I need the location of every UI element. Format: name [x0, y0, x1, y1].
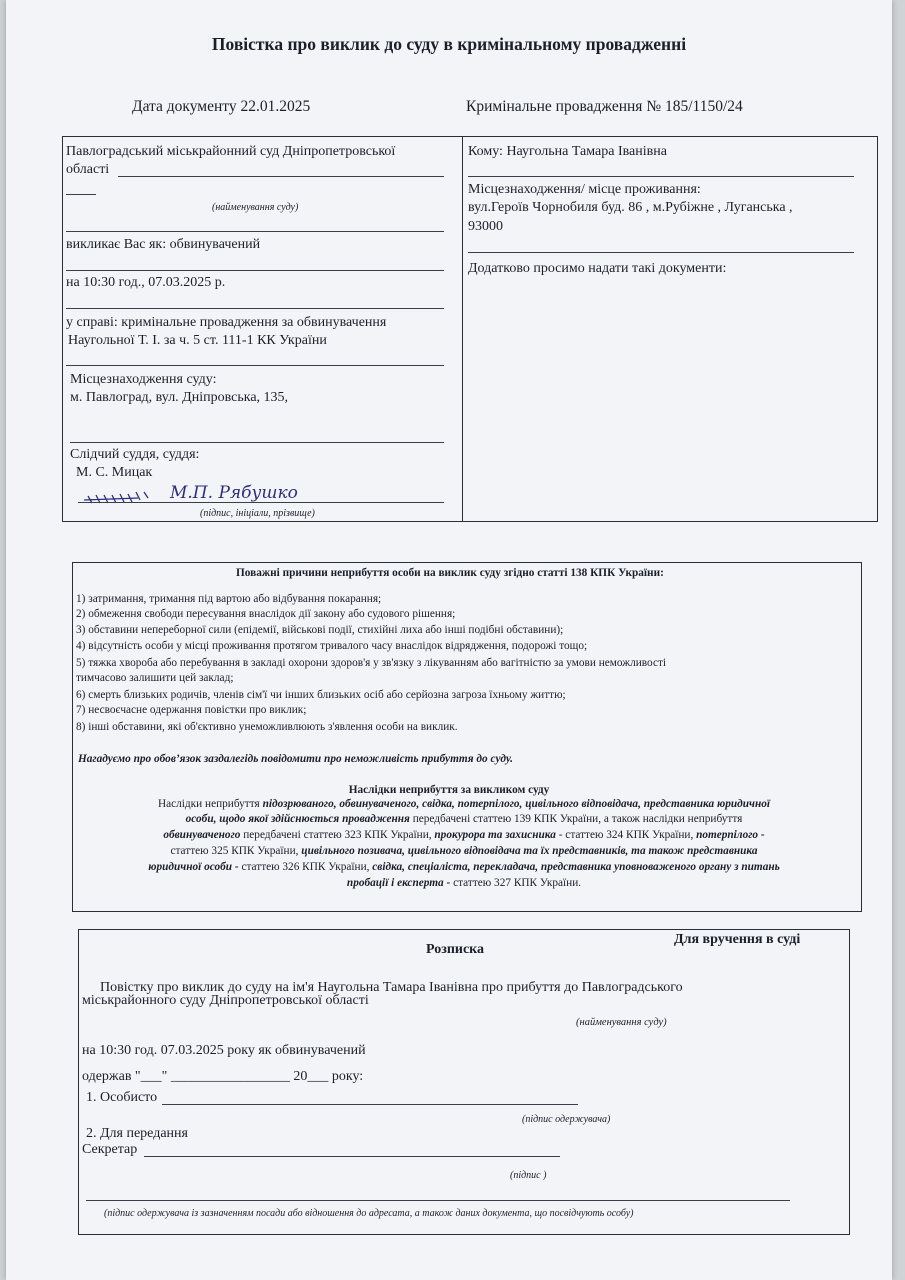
summoned-as-line [66, 270, 444, 271]
receipt-text-line1: Повістку про виклик до суду на ім'я Наугольна Тамара Іванівна про прибуття до Павлоградського [100, 980, 683, 995]
case-number: Кримінальне провадження № 185/1150/24 [466, 98, 743, 115]
address-line1: вул.Героїв Чорнобиля буд. 86 , м.Рубіжне , Луганська , [468, 200, 793, 215]
reason-item: 3) обставини непереборної сили (епідемії, військові події, стихійні лиха або інші подібні обставини); [76, 624, 564, 636]
case-description-line [66, 365, 444, 366]
hearing-time: на 10:30 год., 07.03.2025 р. [66, 275, 226, 290]
consequences-line1: Наслідки неприбуття підозрюваного, обвинуваченого, свідка, потерпілого, цивільного відповідача, представника юридичної [157, 798, 771, 810]
receipt-court-caption: (найменування суду) [576, 1017, 667, 1028]
court-name-underline [118, 176, 444, 177]
case-description-line2: Наугольної Т. І. за ч. 5 ст. 111-1 КК України [68, 333, 327, 348]
reason-item: 1) затримання, тримання під вартою або відбування покарання; [76, 593, 382, 605]
bottom-caption: (підпис одержувача із зазначенням посади або відношення до адресата, а також даних документа, що посвідчують особу) [104, 1208, 634, 1219]
court-name-line1: Павлоградський міськрайонний суд Дніпропетровської [66, 144, 396, 159]
court-name-caption: (найменування суду) [212, 202, 299, 213]
reason-item: 5) тяжка хвороба або перебування в закладі охорони здоров'я у зв'язку з лікуванням або вагітністю за умови неможливості [76, 657, 667, 669]
bottom-signature-line [86, 1200, 790, 1201]
signature-line [78, 502, 444, 503]
receipt-hearing-time: на 10:30 год. 07.03.2025 року як обвинувачений [82, 1043, 366, 1058]
column-divider [462, 136, 463, 522]
reasons-heading: Поважні причини неприбуття особи на виклик суду згідно статті 138 КПК України: [236, 567, 664, 579]
secretary-signature-caption: (підпис ) [510, 1170, 547, 1181]
signature-handwriting: М.П. Рябушко [170, 483, 298, 503]
reason-item: 2) обмеження свободи пересування внаслідок дії закону або судового рішення; [76, 608, 456, 620]
reason-item: 7) несвоєчасне одержання повістки про виклик; [76, 704, 307, 716]
court-location-value: м. Павлоград, вул. Дніпровська, 135, [70, 390, 289, 405]
recipient-name: Кому: Наугольна Тамара Іванівна [468, 144, 667, 159]
consequences-line6: пробації і експерта - статтею 327 КПК України. [346, 877, 582, 889]
recipient-signature-caption: (підпис одержувача) [522, 1114, 611, 1125]
reason-item: тимчасово залишити цей заклад; [76, 672, 234, 684]
summons-page [6, 0, 892, 1280]
summoned-as: викликає Вас як: обвинувачений [66, 237, 261, 252]
document-title: Повістка про виклик до суду в кримінальному провадженні [211, 34, 687, 54]
document-date: Дата документу 22.01.2025 [132, 98, 311, 115]
address-line2: 93000 [468, 219, 503, 234]
consequences-heading: Наслідки неприбуття за викликом суду [348, 784, 550, 796]
judge-name: М. С. Мицак [76, 465, 153, 480]
reason-item: 8) інші обставини, які об'єктивно унеможливлюють з'явлення особи на виклик. [76, 721, 458, 733]
receipt-transfer: 2. Для передання [86, 1126, 188, 1141]
court-name-line2: області [66, 162, 110, 177]
consequences-line4: статтею 325 КПК України, цивільного позивача, цивільного відповідача та їх представників, та також представника [170, 845, 758, 857]
secretary-signature-line [144, 1156, 560, 1157]
additional-documents: Додатково просимо надати такі документи: [468, 261, 727, 276]
signature-caption: (підпис, ініціали, прізвище) [200, 508, 315, 519]
court-location-line [70, 442, 444, 443]
court-caption-line [66, 231, 444, 232]
receipt-secretary: Секретар [82, 1142, 138, 1157]
consequences-line5: юридичної особи - статтею 326 КПК України, свідка, спеціаліста, перекладача, представника уповноваженого органу з питань [148, 861, 780, 873]
receipt-text-line2: міськрайонного суду Дніпропетровської області [82, 993, 369, 1008]
hearing-time-line [66, 308, 444, 309]
consequences-line2: особи, щодо якої здійснюється провадження передбачені статтею 139 КПК України, а також наслідки неприбуття [185, 813, 743, 825]
receipt-personally: 1. Особисто [86, 1090, 158, 1105]
reason-item: 4) відсутність особи у місці проживання протягом тривалого часу внаслідок відрядження, подорожі тощо; [76, 640, 588, 652]
address-label: Місцезнаходження/ місце проживання: [468, 182, 701, 197]
recipient-line [468, 176, 854, 177]
address-underline [468, 252, 854, 253]
personally-signature-line [162, 1104, 578, 1105]
consequences-line3: обвинуваченого передбачені статтею 323 КПК України, прокурора та захисника - статтею 324 КПК України, потерпілого - [163, 829, 765, 841]
judge-signature [78, 476, 298, 508]
judge-label: Слідчий суддя, суддя: [70, 447, 200, 462]
notification-reminder: Нагадуємо про обов’язок заздалегідь повідомити про неможливість прибуття до суду. [78, 753, 514, 765]
reason-item: 6) смерть близьких родичів, членів сім'ї чи інших близьких осіб або серйозна загроза їхньому життю; [76, 689, 566, 701]
receipt-received-date: одержав "___" _________________ 20___ року: [82, 1069, 364, 1084]
receipt-title: Розписка [426, 942, 485, 957]
case-description-line1: у справі: кримінальне провадження за обвинувачення [66, 315, 387, 330]
court-location-label: Місцезнаходження суду: [70, 372, 217, 387]
court-name-short-line [66, 194, 96, 195]
receipt-corner-label: Для вручення в суді [674, 932, 801, 947]
